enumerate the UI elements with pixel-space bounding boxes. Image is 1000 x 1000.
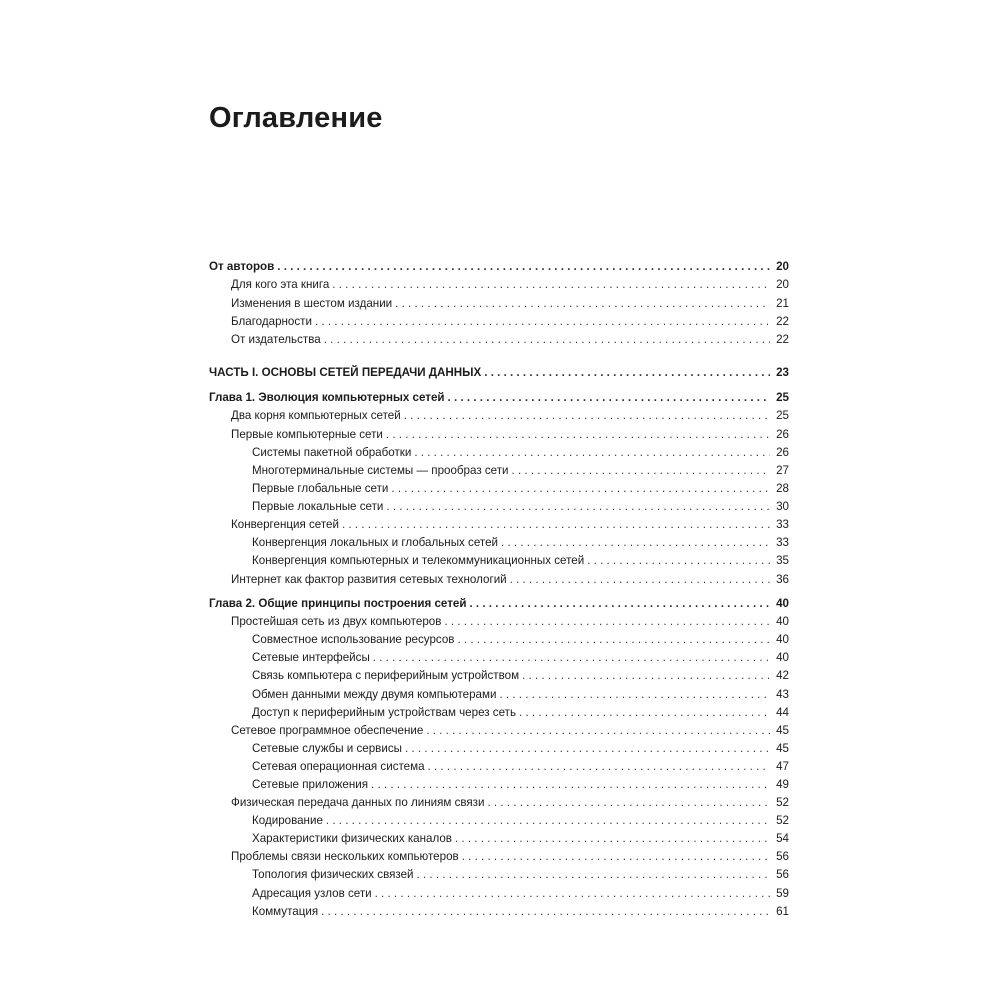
toc-entry-title: ЧАСТЬ I. ОСНОВЫ СЕТЕЙ ПЕРЕДАЧИ ДАННЫХ [209, 366, 482, 379]
toc-entry-title: Сетевые приложения [252, 778, 368, 791]
toc-entry-page: 56 [776, 850, 789, 863]
toc-leader-dots [324, 333, 770, 347]
toc-entry [209, 276, 789, 292]
toc-entry-title: Сетевая операционная система [252, 760, 425, 773]
toc-leader-dots [321, 905, 770, 919]
toc-leader-dots [342, 518, 770, 532]
page-title: Оглавление [209, 102, 383, 134]
toc-leader-dots [375, 887, 770, 901]
toc-entry-title: Благодарности [231, 315, 312, 328]
toc-leader-dots [487, 796, 770, 810]
toc-entry-title: Обмен данными между двумя компьютерами [252, 688, 497, 701]
toc-leader-dots [462, 850, 770, 864]
toc-leader-dots [455, 832, 770, 846]
toc-entry-page: 22 [776, 315, 789, 328]
toc-entry-title: Коммутация [252, 905, 319, 918]
toc-entry-page: 49 [776, 778, 789, 791]
toc-entry-title: Первые глобальные сети [252, 482, 389, 495]
toc-entry-title: От издательства [231, 333, 321, 346]
toc-entry [209, 552, 789, 568]
toc-entry-page: 35 [776, 554, 789, 567]
toc-entry-title: Связь компьютера с периферийным устройством [252, 669, 520, 682]
toc-entry-title: Первые локальные сети [252, 500, 384, 513]
toc-entry-title: Системы пакетной обработки [252, 446, 412, 459]
toc-entry-page: 42 [776, 669, 789, 682]
toc-entry [209, 462, 789, 478]
toc-entry [209, 794, 789, 810]
toc-entry-title: Глава 2. Общие принципы построения сетей [209, 597, 467, 610]
toc-entry [209, 313, 789, 329]
toc-entry-title: Сетевое программное обеспечение [231, 724, 424, 737]
toc-leader-dots [587, 554, 770, 568]
toc-entry-page: 33 [776, 518, 789, 531]
toc-leader-dots [522, 669, 770, 683]
toc-entry-page: 44 [776, 706, 789, 719]
toc-entry [209, 903, 789, 919]
toc-entry-page: 54 [776, 832, 789, 845]
toc-entry [209, 885, 789, 901]
toc-entry-page: 56 [776, 868, 789, 881]
toc-leader-dots [371, 778, 770, 792]
toc-entry [209, 830, 789, 846]
toc-entry-page: 23 [776, 366, 789, 379]
toc-entry-title: Конвергенция локальных и глобальных сетей [252, 536, 499, 549]
toc-leader-dots [499, 688, 770, 702]
toc-entry-title: Характеристики физических каналов [252, 832, 452, 845]
toc-entry-page: 26 [776, 446, 789, 459]
toc-entry-page: 40 [776, 597, 789, 610]
toc-leader-dots [391, 482, 770, 496]
toc-entry [209, 480, 789, 496]
toc-entry-title: Глава 1. Эволюция компьютерных сетей [209, 391, 445, 404]
toc-entry-page: 45 [776, 724, 789, 737]
toc-entry [209, 812, 789, 828]
toc-entry-page: 43 [776, 688, 789, 701]
toc-leader-dots [469, 597, 770, 611]
toc-entry-title: Доступ к периферийным устройствам через сеть [252, 706, 517, 719]
toc-entry [209, 444, 789, 460]
toc-entry [209, 595, 789, 611]
toc-entry-page: 22 [776, 333, 789, 346]
toc-entry-title: Конвергенция сетей [231, 518, 339, 531]
toc-entry-page: 20 [776, 260, 789, 273]
toc-entry-page: 25 [776, 409, 789, 422]
table-of-contents [209, 0, 789, 1000]
toc-entry-title: Изменения в шестом издании [231, 297, 393, 310]
toc-leader-dots [332, 278, 770, 292]
toc-entry-title: Проблемы связи нескольких компьютеров [231, 850, 459, 863]
toc-entry [209, 631, 789, 647]
toc-leader-dots [386, 500, 770, 514]
toc-entry-title: Физическая передача данных по линиям связи [231, 796, 485, 809]
toc-entry-title: Первые компьютерные сети [231, 428, 383, 441]
toc-entry-page: 21 [776, 297, 789, 310]
toc-leader-dots [277, 260, 770, 274]
toc-leader-dots [315, 315, 770, 329]
toc-leader-dots [519, 706, 770, 720]
toc-entry [209, 866, 789, 882]
toc-entry-title: Кодирование [252, 814, 323, 827]
toc-entry-page: 40 [776, 615, 789, 628]
toc-leader-dots [386, 428, 770, 442]
toc-entry [209, 776, 789, 792]
toc-leader-dots [395, 297, 770, 311]
toc-leader-dots [510, 573, 770, 587]
toc-leader-dots [404, 409, 770, 423]
toc-entry [209, 426, 789, 442]
toc-entry-page: 27 [776, 464, 789, 477]
toc-entry [209, 667, 789, 683]
toc-leader-dots [444, 615, 770, 629]
toc-entry [209, 498, 789, 514]
toc-entry-page: 30 [776, 500, 789, 513]
toc-entry-page: 52 [776, 814, 789, 827]
toc-entry [209, 571, 789, 587]
toc-entry [209, 649, 789, 665]
toc-entry-title: Сетевые службы и сервисы [252, 742, 402, 755]
toc-leader-dots [448, 391, 770, 405]
toc-leader-dots [501, 536, 770, 550]
toc-entry [209, 686, 789, 702]
toc-entry-page: 40 [776, 651, 789, 664]
toc-entry-page: 33 [776, 536, 789, 549]
toc-entry-page: 36 [776, 573, 789, 586]
toc-leader-dots [428, 760, 770, 774]
toc-entry-title: Интернет как фактор развития сетевых технологий [231, 573, 507, 586]
toc-entry-page: 59 [776, 887, 789, 900]
toc-leader-dots [326, 814, 770, 828]
toc-entry-title: Совместное использование ресурсов [252, 633, 455, 646]
toc-entry-title: От авторов [209, 260, 275, 273]
toc-entry [209, 758, 789, 774]
toc-entry-title: Топология физических связей [252, 868, 414, 881]
toc-entry-page: 52 [776, 796, 789, 809]
toc-entry-title: Простейшая сеть из двух компьютеров [231, 615, 442, 628]
toc-entry [209, 516, 789, 532]
toc-entry-page: 26 [776, 428, 789, 441]
toc-entry-page: 40 [776, 633, 789, 646]
toc-entry-title: Многотерминальные системы — прообраз сети [252, 464, 509, 477]
toc-leader-dots [512, 464, 770, 478]
toc-entry-page: 20 [776, 278, 789, 291]
toc-entry [209, 407, 789, 423]
toc-entry [209, 704, 789, 720]
toc-entry-page: 25 [776, 391, 789, 404]
toc-entry-title: Два корня компьютерных сетей [231, 409, 401, 422]
toc-entry-title: Сетевые интерфейсы [252, 651, 370, 664]
toc-entry-title: Конвергенция компьютерных и телекоммуникационных сетей [252, 554, 585, 567]
toc-leader-dots [457, 633, 770, 647]
toc-entry-page: 47 [776, 760, 789, 773]
toc-entry-page: 45 [776, 742, 789, 755]
toc-entry [209, 258, 789, 274]
toc-leader-dots [373, 651, 770, 665]
toc-entry-page: 61 [776, 905, 789, 918]
toc-entry [209, 740, 789, 756]
toc-entry-title: Адресация узлов сети [252, 887, 372, 900]
toc-leader-dots [484, 366, 770, 380]
toc-entry [209, 295, 789, 311]
toc-entry [209, 613, 789, 629]
toc-entry [209, 389, 789, 405]
toc-entry [209, 534, 789, 550]
toc-entry-page: 28 [776, 482, 789, 495]
toc-leader-dots [414, 446, 770, 460]
toc-entry [209, 848, 789, 864]
toc-entry [209, 331, 789, 347]
toc-leader-dots [405, 742, 770, 756]
toc-entry [209, 364, 789, 380]
toc-leader-dots [417, 868, 770, 882]
toc-entry-title: Для кого эта книга [231, 278, 330, 291]
toc-entry [209, 722, 789, 738]
toc-leader-dots [426, 724, 770, 738]
